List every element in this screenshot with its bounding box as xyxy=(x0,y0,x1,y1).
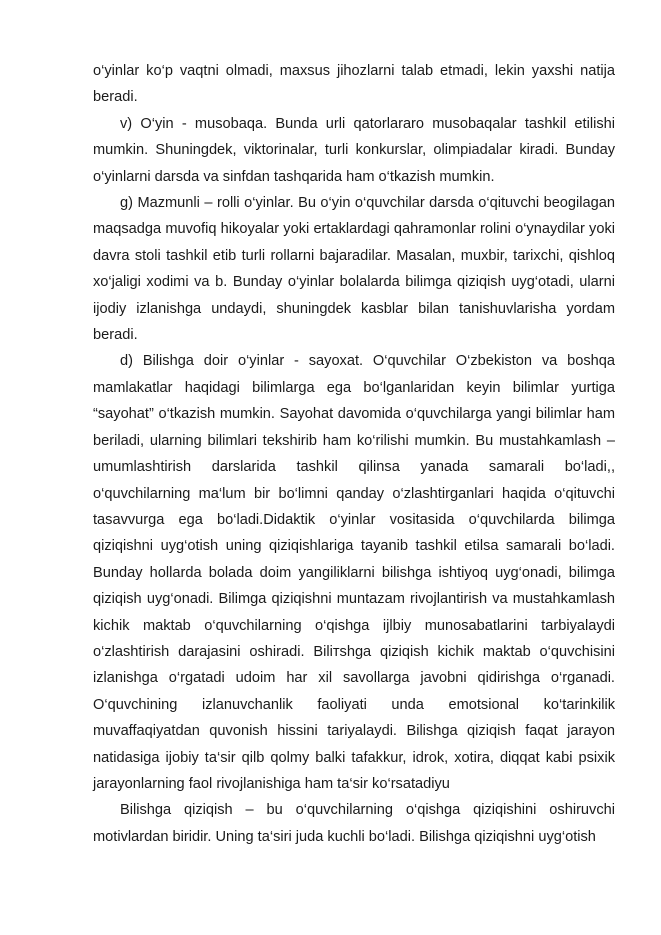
paragraph-game-competition: v) O‘yin - musobaqa. Bunda urli qatorlararo musobaqalar tashkil etilishi mumkin. Shuningdek, viktorinalar, turli konkurslar, olimpiadalar kiradi. Bunday o‘yinlarni darsda va sinfdan tashqarida ham o‘tkazish mumkin. xyxy=(93,115,615,185)
paragraph-cognitive-games-travel: d) Bilishga doir o‘yinlar - sayoxat. O‘quvchilar O‘zbekiston va boshqa mamlakatlar haqidagi bilimlarga ega bo‘lganlaridan keyin bilimlar yurtiga “sayohat” o‘tkazish mumkin. Sayohat davomida o‘quvchilarga yangi bilimlar ham beriladi, ularning bilimlari tekshirib ham ko‘rilishi mumkin. Bu mustahkamlash – umumlashtirish darslarida tashkil qilinsa yanada samarali bo‘ladi,, o‘quvchilarning ma‘lum bir bo‘limni qanday o‘zlashtirganlari haqida o‘qituvchi tasavvurga ega bo‘ladi.Didaktik o‘yinlar vositasida o‘quvchilarda bilimga qiziqishni uyg‘otish uning qiziqishlariga tayanib tashkil etilsa samarali bo‘ladi. Bunday hollarda bolada doim yangiliklarni bilishga ishtiyoq uyg‘onadi, bilimga qiziqish uyg‘onadi. Bilimga qiziqishni muntazam rivojlantirish va mustahkamlash kichik maktab o‘quvchilarning o‘qishga ijlbiy munosabatlarini tarbiyalaydi o‘zlashtirish darajasini oshiradi. Biliтshga qiziqish kichik maktab o‘quvchisini izlanishga o‘rgatadi udoim har xil savollarga javobni qidirishga o‘rganadi. O‘quvchining izlanuvchanlik faoliyati unda emotsional ko‘tarinkilik muvaffaqiyatdan quvonish hissini tariyalaydi. Bilishga qiziqish faqat jarayon natidasiga ijobiy ta‘sir qilb qolmy balki tafakkur, idrok, xotira, diqqat kabi psixik jarayonlarning faol rivojlanishiga ham ta‘sir ko‘rsatadiyu xyxy=(93,353,615,792)
paragraph-continuation: o‘yinlar ko‘p vaqtni olmadi, maxsus jihozlarni talab etmadi, lekin yaxshi natija beradi. xyxy=(93,63,615,106)
paragraph-cognitive-interest: Bilishga qiziqish – bu o‘quvchilarning o‘qishga qiziqishini oshiruvchi motivlardan biridir. Uning ta‘siri juda kuchli bo‘ladi. Bilishga qiziqishni uyg‘otish xyxy=(93,802,615,845)
paragraph-role-play-games: g) Mazmunli – rolli o‘yinlar. Bu o‘yin o‘quvchilar darsda o‘qituvchi beogilagan maqsadga muvofiq hikoyalar yoki ertaklardagi qahramonlar rolini o‘ynaydilar yoki davra stoli tashkil etib turli rollarni bajaradilar. Masalan, muxbir, tarixchi, qishloq xo‘jaligi xodimi va b. Bunday o‘yinlar bolalarda bilimga qiziqish uyg‘otadi, ularni ijodiy izlanishga undaydi, shuningdek kasblar bilan tanishuvlarisha yordam beradi. xyxy=(93,195,615,344)
document-page xyxy=(93,58,615,850)
